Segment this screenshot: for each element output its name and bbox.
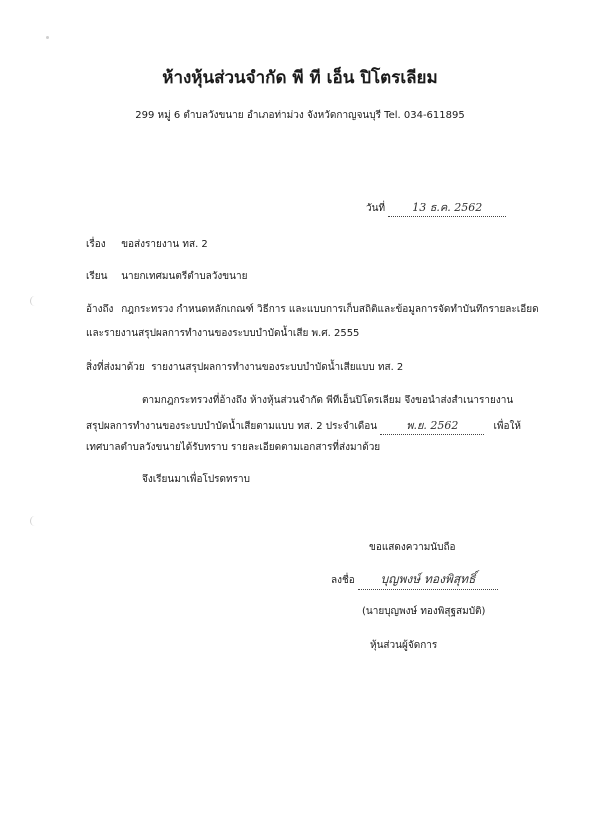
- recipient-row: [86, 269, 247, 284]
- recipient-text: นายกเทศมนตรีตำบลวังขนาย: [121, 271, 248, 282]
- closing-line: จึงเรียนมาเพื่อโปรดทราบ: [142, 474, 250, 485]
- scan-speck: [46, 36, 49, 39]
- body-line-1: ตามกฎกระทรวงที่อ้างถึง ห้างหุ้นส่วนจำกัด พีทีเอ็นปิโตรเลียม จึงขอนำส่งสำเนารายงาน: [142, 395, 514, 406]
- date-label: วันที่: [366, 203, 386, 214]
- signer-position: หุ้นส่วนผู้จัดการ: [370, 640, 438, 651]
- body-line-3: เทศบาลตำบลวังขนายได้รับทราบ รายละเอียดตามเอกสารที่ส่งมาด้วย: [86, 442, 381, 453]
- reference-row: [86, 302, 539, 317]
- company-name: ห้างหุ้นส่วนจำกัด พี ที เอ็น ปิโตรเลียม: [162, 68, 438, 88]
- enclosure-label: สิ่งที่ส่งมาด้วย: [86, 362, 145, 373]
- body-line-2: [86, 416, 521, 435]
- sign-label: ลงชื่อ: [331, 575, 355, 586]
- company-address: 299 หมู่ 6 ตำบลวังขนาย อำเภอท่าม่วง จังหวัดกาญจนบุรี Tel. 034-611895: [135, 110, 465, 121]
- scan-mark: [30, 516, 39, 526]
- handwritten-signature: บุญพงษ์ ทองพิสุทธิ์: [358, 570, 498, 590]
- report-month-value: พ.ย. 2562: [380, 416, 484, 435]
- body-line-2-end: เพื่อให้: [493, 421, 521, 432]
- signer-name: (นายบุญพงษ์ ทองพิสุฐสมบัติ): [362, 606, 486, 617]
- scan-mark: [30, 296, 39, 306]
- recipient-label: เรียน: [86, 271, 108, 282]
- date-value: 13 ธ.ค. 2562: [388, 198, 506, 217]
- reference-line2: และรายงานสรุปผลการทำงานของระบบบำบัดน้ำเสีย พ.ศ. 2555: [86, 328, 360, 339]
- signature-row: [331, 570, 498, 590]
- enclosure-text: รายงานสรุปผลการทำงานของระบบบำบัดน้ำเสียแบบ ทส. 2: [151, 362, 404, 373]
- reference-label: อ้างถึง: [86, 304, 114, 315]
- body-line-2-text: สรุปผลการทำงานของระบบบำบัดน้ำเสียตามแบบ ทส. 2 ประจำเดือน: [86, 421, 378, 432]
- enclosure-row: [86, 360, 403, 375]
- subject-text: ขอส่งรายงาน ทส. 2: [121, 239, 208, 250]
- subject-label: เรื่อง: [86, 239, 106, 250]
- regards-text: ขอแสดงความนับถือ: [369, 542, 456, 553]
- reference-line1: กฎกระทรวง กำหนดหลักเกณฑ์ วิธีการ และแบบการเก็บสถิติและข้อมูลการจัดทำบันทึกรายละเอียด: [121, 304, 539, 315]
- subject-row: [86, 237, 208, 252]
- date-line: [366, 198, 506, 217]
